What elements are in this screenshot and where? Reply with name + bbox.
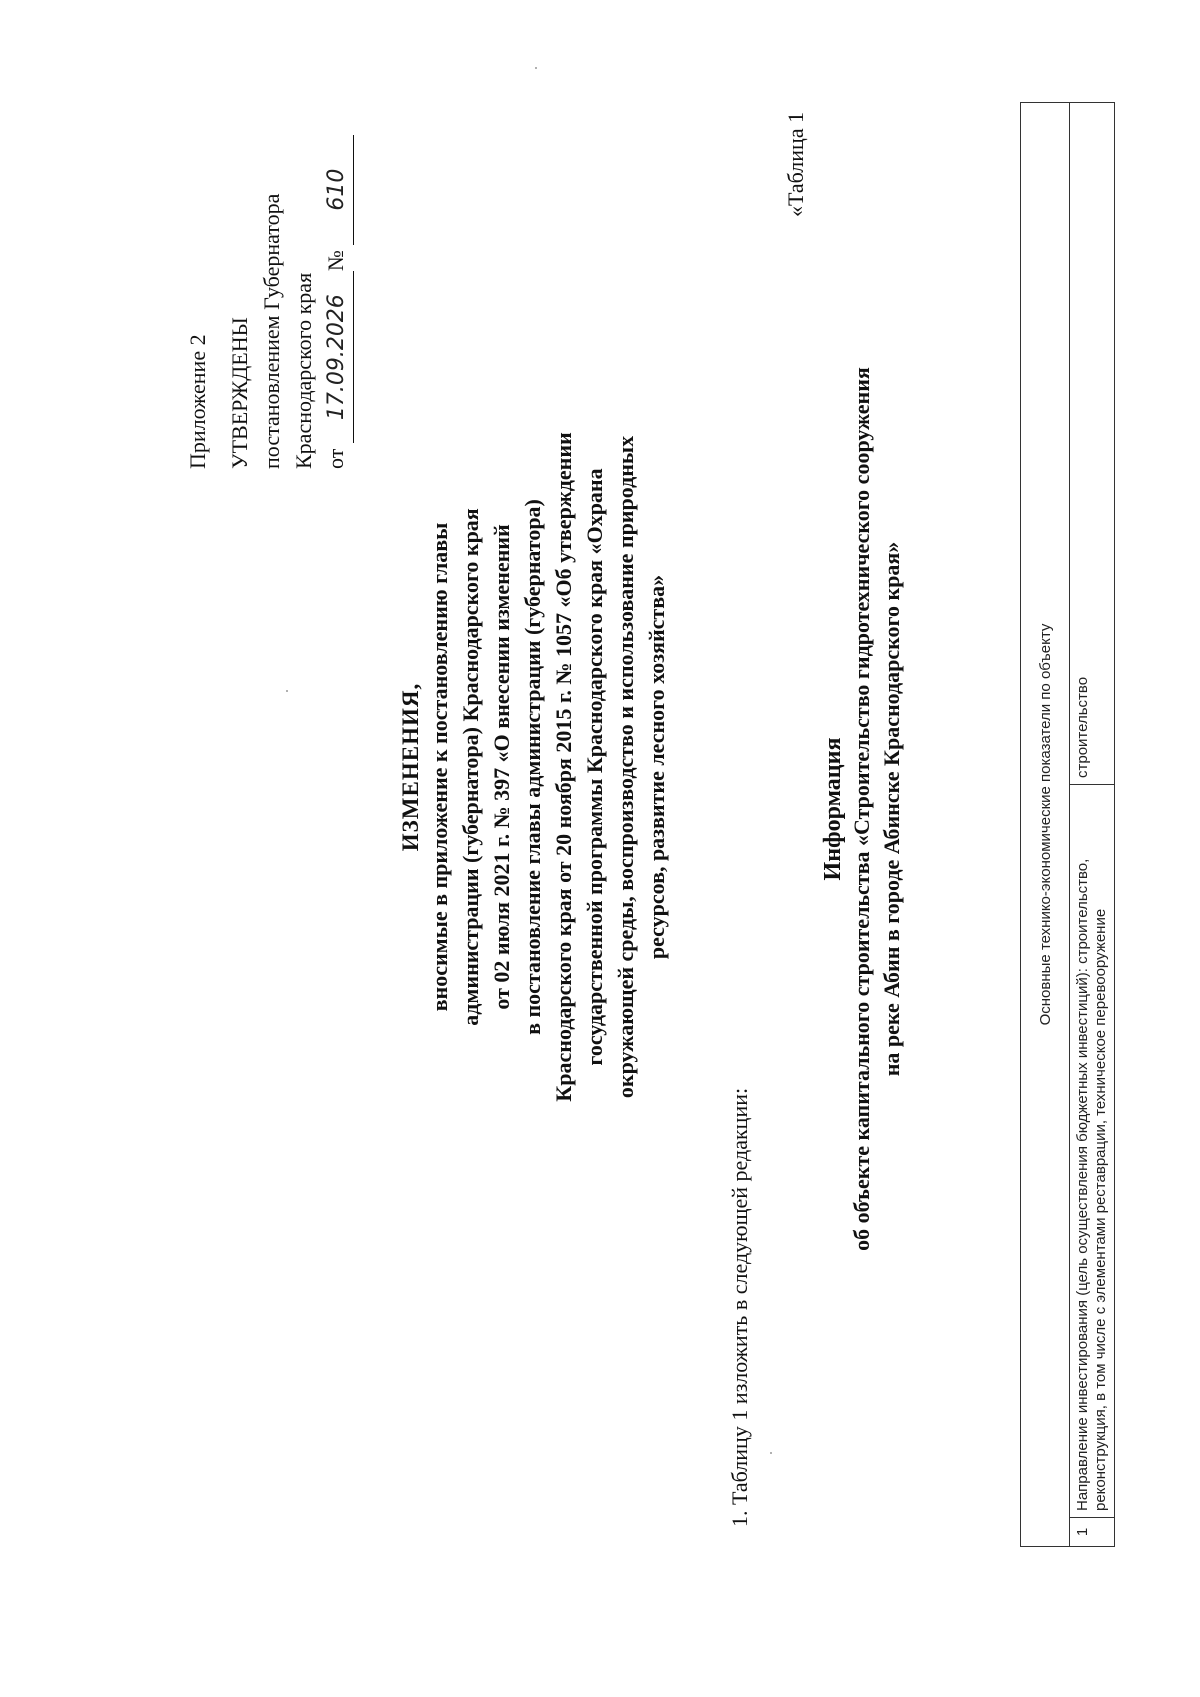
row-value: строительство	[1070, 103, 1115, 785]
date-field	[320, 271, 354, 443]
handwritten-number: 610	[324, 168, 349, 211]
changes-line-1: вносимые в приложение к постановлению главы	[427, 522, 452, 1012]
info-title-block	[820, 219, 907, 1399]
appendix-label: Приложение 2	[185, 334, 210, 469]
number-prefix: №	[323, 250, 348, 272]
changes-line-5: Краснодарского края от 20 ноября 2015 г. № 1057 «Об утверждении	[551, 432, 576, 1102]
scan-speck	[535, 67, 537, 69]
changes-heading: ИЗМЕНЕНИЯ,	[398, 682, 423, 852]
handwritten-date: 17.09.2026	[324, 294, 349, 421]
changes-line-6: государственной программы Краснодарского края «Охрана	[582, 468, 607, 1066]
number-field	[320, 135, 354, 245]
table-header-row	[1021, 103, 1070, 1547]
scan-speck	[286, 690, 288, 692]
row-number: 1	[1070, 1518, 1115, 1547]
changes-line-8: ресурсов, развитие лесного хозяйства»	[644, 574, 669, 960]
changes-line-3: от 02 июля 2021 г. № 397 «О внесении изменений	[489, 524, 514, 1010]
changes-title-block	[398, 267, 672, 1267]
date-prefix: от	[323, 448, 348, 469]
intro-paragraph: 1. Таблицу 1 изложить в следующей редакции:	[727, 1087, 752, 1527]
row-label: Направление инвестирования (цель осуществления бюджетных инвестиций): строительство, реконструкция, в том числе с элементами реставрации, техническое перевооружение	[1070, 785, 1115, 1518]
approval-block	[182, 135, 354, 469]
approval-line-2: Краснодарского края	[291, 272, 316, 469]
approval-date-line	[320, 135, 354, 469]
changes-line-7: окружающей среды, воспроизводство и использование природных	[613, 435, 638, 1099]
approval-line-1: постановлением Губернатора	[259, 193, 284, 469]
info-line-2: на реке Абин в городе Абинске Краснодарского края»	[879, 541, 904, 1077]
approval-title: УТВЕРЖДЕНЫ	[227, 317, 252, 469]
table-header-cell: Основные технико-экономические показатели по объекту	[1021, 103, 1070, 1547]
changes-line-2: администрации (губернатора) Краснодарского края	[458, 508, 483, 1026]
changes-line-4: в постановление главы администрации (губернатора)	[520, 499, 545, 1035]
scan-speck	[770, 1452, 772, 1454]
info-heading: Информация	[820, 737, 846, 881]
table-label: «Таблица 1	[783, 111, 808, 217]
info-line-1: об объекте капитального строительства «Строительство гидротехнического сооружения	[849, 367, 874, 1251]
indicators-table	[1020, 102, 1115, 1547]
table-row	[1070, 103, 1115, 1547]
